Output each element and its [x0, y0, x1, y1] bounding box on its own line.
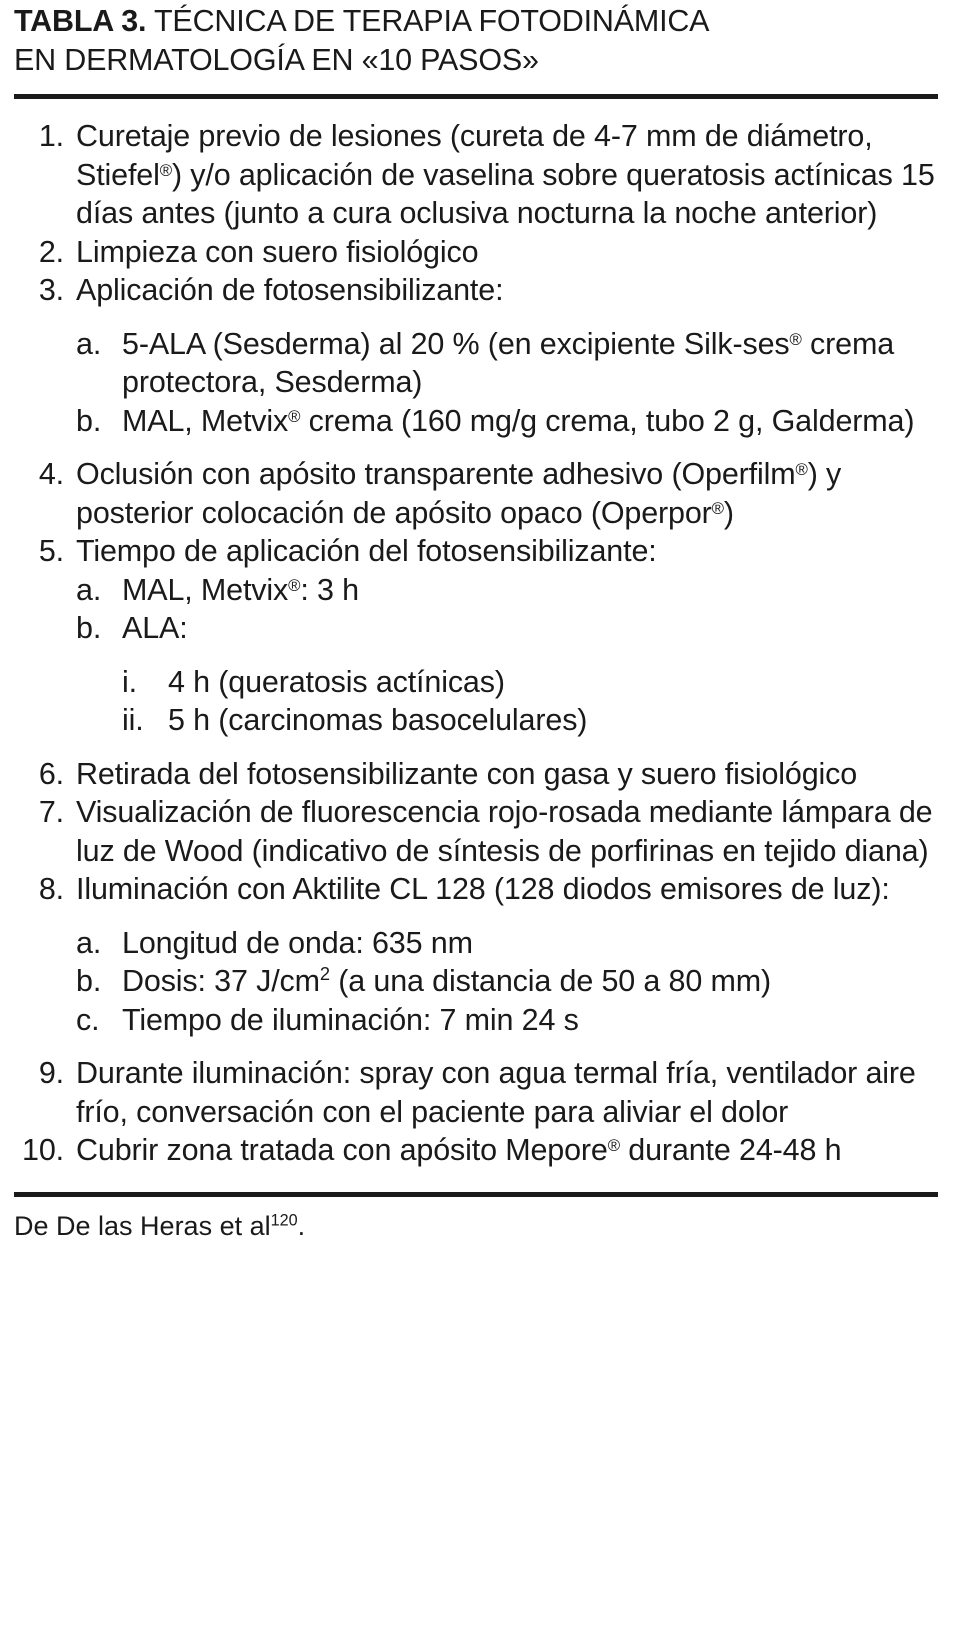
- substep-a: [76, 571, 938, 610]
- table-title: [14, 2, 938, 80]
- substep-label: b.: [76, 964, 102, 998]
- substep-c: [76, 1001, 938, 1040]
- substep-a: [76, 325, 938, 402]
- substep-b: [76, 609, 938, 740]
- registered-mark: ®: [288, 575, 301, 595]
- table-label: TABLA 3.: [14, 4, 147, 38]
- step-8: [14, 870, 938, 1039]
- substep-text: MAL, Metvix: [122, 572, 289, 607]
- substep-text: crema protectora, Sesderma): [122, 326, 895, 399]
- source-note: [14, 1209, 938, 1243]
- substep-text: Longitud de onda: 635 nm: [122, 925, 473, 960]
- step-text: ): [723, 495, 734, 530]
- substep-text: Dosis: 37 J/cm: [122, 964, 320, 998]
- subsubstep-i: [122, 663, 938, 702]
- bottom-rule: [14, 1192, 938, 1197]
- step-number: 10.: [22, 1133, 64, 1167]
- step-number: 6.: [38, 756, 64, 791]
- step-4: [14, 455, 938, 532]
- top-rule: [14, 94, 938, 99]
- substep-text: Tiempo de iluminación: 7 min 24 s: [122, 1002, 579, 1037]
- substep-b: [76, 962, 938, 1001]
- step-text: Tiempo de aplicación del fotosensibilizante:: [76, 534, 657, 568]
- table-document: [14, 0, 938, 1243]
- substep-label: b.: [76, 611, 102, 645]
- registered-mark: ®: [789, 329, 802, 349]
- step-text: Curetaje previo de lesiones (cureta de 4-7 mm de diámetro, Stiefel: [76, 119, 873, 192]
- step-1: [14, 117, 938, 233]
- registered-mark: ®: [159, 160, 172, 180]
- step-text: Retirada del fotosensibilizante con gasa y suero fisiológico: [76, 756, 858, 791]
- source-reference: 120: [270, 1210, 298, 1229]
- substeps-list: [76, 571, 938, 740]
- step-text: Durante iluminación: spray con agua termal fría, ventilador aire frío, conversación con el paciente para aliviar el dolor: [76, 1056, 916, 1129]
- registered-mark: ®: [288, 406, 301, 426]
- step-2: [14, 233, 938, 272]
- step-text: Aplicación de fotosensibilizante:: [76, 273, 504, 307]
- table-body: [14, 117, 938, 1170]
- step-3: [14, 271, 938, 440]
- substep-a: [76, 924, 938, 963]
- step-text: Cubrir zona tratada con apósito Mepore: [76, 1133, 608, 1167]
- superscript: 2: [319, 963, 330, 985]
- step-text: Visualización de fluorescencia rojo-rosada mediante lámpara de luz de Wood (indicativo de síntesis de porfirinas en tejido diana): [76, 795, 933, 868]
- step-text: ) y posterior colocación de apósito opaco (Operpor: [76, 457, 842, 530]
- substep-text: ALA:: [122, 611, 188, 645]
- substep-text: (a una distancia de 50 a 80 mm): [329, 964, 772, 998]
- step-5: [14, 532, 938, 740]
- step-number: 8.: [38, 872, 64, 906]
- subsubstep-text: 5 h (carcinomas basocelulares): [168, 703, 588, 737]
- step-10: [14, 1131, 938, 1170]
- source-text: De De las Heras et al: [14, 1210, 271, 1241]
- substep-label: b.: [76, 403, 102, 438]
- steps-list: [14, 117, 938, 1170]
- registered-mark: ®: [711, 498, 724, 518]
- step-text: ) y/o aplicación de vaselina sobre queratosis actínicas 15 días antes (junto a cura oclusiva nocturna la noche anterior): [76, 157, 935, 230]
- registered-mark: ®: [607, 1135, 620, 1155]
- substep-label: a.: [76, 572, 102, 607]
- source-end: .: [297, 1210, 306, 1241]
- substep-b: [76, 402, 938, 441]
- step-text: Limpieza con suero fisiológico: [76, 234, 479, 269]
- registered-mark: ®: [795, 459, 808, 479]
- step-number: 7.: [38, 795, 64, 829]
- step-text: Iluminación con Aktilite CL 128 (128 diodos emisores de luz):: [76, 872, 890, 906]
- substep-label: a.: [76, 925, 102, 960]
- substep-label: c.: [76, 1002, 100, 1037]
- substeps-list: [76, 924, 938, 1040]
- step-number: 9.: [38, 1056, 64, 1090]
- substeps-list: [76, 325, 938, 441]
- subsubstep-label: ii.: [122, 703, 144, 737]
- step-number: 4.: [38, 457, 64, 491]
- subsubstep-text: 4 h (queratosis actínicas): [168, 664, 505, 699]
- step-text: durante 24-48 h: [619, 1133, 842, 1167]
- step-number: 3.: [38, 273, 64, 307]
- substep-label: a.: [76, 326, 102, 361]
- step-number: 5.: [38, 534, 64, 568]
- table-title-line2: EN DERMATOLOGÍA EN «10 PASOS»: [14, 43, 539, 77]
- substep-text: MAL, Metvix: [122, 403, 289, 438]
- step-number: 2.: [38, 234, 64, 269]
- step-9: [14, 1054, 938, 1131]
- step-7: [14, 793, 938, 870]
- substep-text: : 3 h: [300, 572, 359, 607]
- step-text: Oclusión con apósito transparente adhesivo (Operfilm: [76, 457, 796, 491]
- step-number: 1.: [38, 119, 64, 153]
- subsubsteps-list: [122, 663, 938, 740]
- table-title-line1: TÉCNICA DE TERAPIA FOTODINÁMICA: [154, 4, 710, 38]
- subsubstep-ii: [122, 701, 938, 740]
- substep-text: crema (160 mg/g crema, tubo 2 g, Galderma): [300, 403, 915, 438]
- substep-text: 5-ALA (Sesderma) al 20 % (en excipiente Silk-ses: [122, 326, 790, 361]
- subsubstep-label: i.: [122, 664, 137, 699]
- step-6: [14, 755, 938, 794]
